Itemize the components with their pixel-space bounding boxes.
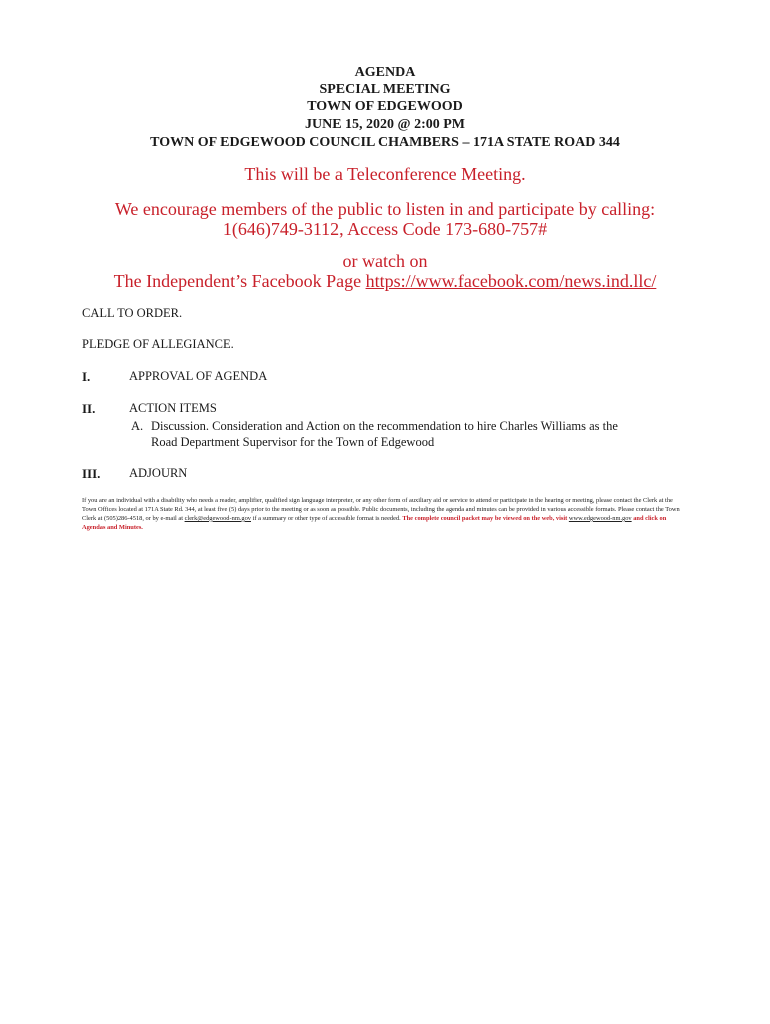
participate-line: We encourage members of the public to listen in and participate by calling: xyxy=(114,199,656,219)
facebook-label: The Independent’s Facebook Page xyxy=(113,271,366,291)
teleconference-notice: This will be a Teleconference Meeting. xyxy=(244,164,526,184)
notice-text-2: if a summary or other type of accessible format is needed. xyxy=(250,514,403,522)
meeting-date: JUNE 15, 2020 @ 2:00 PM xyxy=(304,117,465,132)
sub-item-a-line1: Discussion. Consideration and Action on the recommendation to hire Charles Williams as the xyxy=(151,419,618,433)
item-adjourn: ADJOURN xyxy=(129,466,188,480)
meeting-type: SPECIAL MEETING xyxy=(319,82,451,97)
item-action-items: ACTION ITEMS xyxy=(129,401,217,415)
notice-agendas-text: and click on Agendas and Minutes. xyxy=(82,514,667,531)
item-number-1: I. xyxy=(82,369,91,384)
notice-packet-text: The complete council packet may be viewed on the web, visit xyxy=(402,514,569,522)
watch-on-line: or watch on xyxy=(342,251,428,271)
clerk-email-link[interactable]: clerk@edgewood-nm.gov xyxy=(184,514,251,522)
pledge-of-allegiance: PLEDGE OF ALLEGIANCE. xyxy=(82,337,234,351)
website-link[interactable]: www.edgewood-nm.gov xyxy=(568,514,632,522)
sub-item-letter-a: A. xyxy=(131,419,144,433)
facebook-line xyxy=(0,270,770,292)
call-in-number: 1(646)749-3112, Access Code 173-680-757# xyxy=(222,219,548,239)
item-number-3: III. xyxy=(82,466,101,481)
call-to-order: CALL TO ORDER. xyxy=(82,306,183,320)
sub-item-a-line2: Road Department Supervisor for the Town of Edgewood xyxy=(151,435,435,449)
accessibility-notice xyxy=(82,497,682,533)
town-name: TOWN OF EDGEWOOD xyxy=(307,99,463,114)
item-number-2: II. xyxy=(82,401,96,416)
agenda-title: AGENDA xyxy=(354,65,416,80)
item-approval-of-agenda: APPROVAL OF AGENDA xyxy=(129,369,268,383)
notice-text-1: If you are an individual with a disability who needs a reader, amplifier, qualified sign language interpreter, or any other form of auxiliary aid or service to attend or participate in the hearing or meeting, please contact the Clerk at the Town Offices located at 171A State Rd. 344, at least five (5) days prior to the meeting or as soon as possible. Public documents, including the agenda and minutes can be provided in various accessible formats. Please contact the Town Clerk at (505)286-4518, or by e-mail at xyxy=(82,497,680,522)
facebook-link[interactable]: https://www.facebook.com/news.ind.llc/ xyxy=(365,271,657,291)
meeting-location: TOWN OF EDGEWOOD COUNCIL CHAMBERS – 171A STATE ROAD 344 xyxy=(150,135,620,150)
